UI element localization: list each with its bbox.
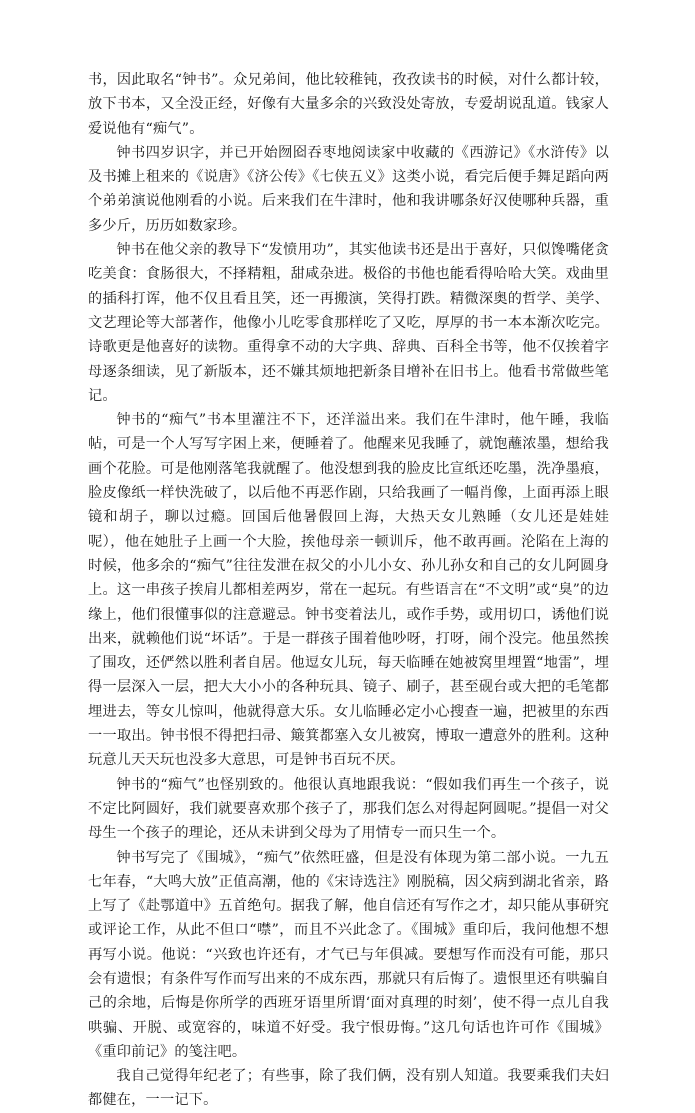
paragraph-2: 钟书四岁识字，并已开始囫囵吞枣地阅读家中收藏的《西游记》《水浒传》以及书摊上租来的《说唐》《济公传》《七侠五义》这类小说，看完后便手舞足蹈向两个弟弟演说他刚看的小说。后来我们在牛津时，他和我讲哪条好汉使哪种兵器，重多少斤，历历如数家珍。	[88, 144, 609, 234]
paragraph-5: 钟书的“痴气”也怪别致的。他很认真地跟我说：“假如我们再生一个孩子，说不定比阿圆好，我们就要喜欢那个孩子了，那我们怎么对得起阿圆呢。”提倡一对父母生一个孩子的理论，还从未讲到父母为了用情专一而只生一个。	[88, 776, 609, 842]
paragraph-1: 书，因此取名“钟书”。众兄弟间，他比较稚钝，孜孜读书的时候，对什么都计较，放下书本，又全没正经，好像有大量多余的兴致没处寄放，专爱胡说乱道。钱家人爱说他有“痴气”。	[88, 72, 609, 137]
paragraph-7: 我自己觉得年纪老了；有些事，除了我们俩，没有别人知道。我要乘我们夫妇都健在，一一记下。	[88, 1068, 609, 1109]
paragraph-6: 钟书写完了《围城》，“痴气”依然旺盛，但是没有体现为第二部小说。一九五七年春，“大鸣大放”正值高潮，他的《宋诗选注》刚脱稿，因父病到湖北省亲，路上写了《赴鄂道中》五首绝句。据我了解，他自信还有写作之才，却只能从事研究或评论工作，从此不但口“噤”，而且不兴此念了。《围城》重印后，我问他想不想再写小说。他说：“兴致也许还有，才气已与年俱减。要想写作而没有可能，那只会有遗恨；有条件写作而写出来的不成东西，那就只有后悔了。遗恨里还有哄骗自己的余地，后悔是你所学的西班牙语里所谓‘面对真理的时刻’，使不得一点儿自我哄骗、开脱、或宽容的，味道不好受。我宁恨毋悔。”这几句话也许可作《围城》《重印前记》的笺注吧。	[88, 849, 609, 1060]
paragraph-4: 钟书的“痴气”书本里灌注不下，还洋溢出来。我们在牛津时，他午睡，我临帖，可是一个人写写字困上来，便睡着了。他醒来见我睡了，就饱蘸浓墨，想给我画个花脸。可是他刚落笔我就醒了。他没想到我的脸皮比宣纸还吃墨，洗净墨痕，脸皮像纸一样快洗破了，以后他不再恶作剧，只给我画了一幅肖像，上面再添上眼镜和胡子，聊以过瘾。回国后他暑假回上海，大热天女儿熟睡（女儿还是娃娃呢），他在她肚子上画一个大脸，挨他母亲一顿训斥，他不敢再画。沦陷在上海的时候，他多余的“痴气”往往发泄在叔父的小儿小女、孙儿孙女和自己的女儿阿圆身上。这一串孩子挨肩儿都相差两岁，常在一起玩。有些语言在“不文明”或“臭”的边缘上，他们很懂事似的注意避忌。钟书变着法儿，或作手势，或用切口，诱他们说出来，就赖他们说“坏话”。于是一群孩子围着他吵呀，打呀，闹个没完。他虽然挨了围攻，还俨然以胜利者自居。他逗女儿玩，每天临睡在她被窝里埋置“地雷”，埋得一层深入一层，把大大小小的各种玩具、镜子、刷子，甚至砚台或大把的毛笔都埋进去，等女儿惊叫，他就得意大乐。女儿临睡必定小心搜查一遍，把被里的东西一一取出。钟书恨不得把扫帚、簸箕都塞入女儿被窝，博取一遭意外的胜利。这种玩意儿天天玩也没多大意思，可是钟书百玩不厌。	[88, 412, 609, 769]
paragraph-3: 钟书在他父亲的教导下“发愤用功”，其实他读书还是出于喜好，只似馋嘴佬贪吃美食：食肠很大，不择精粗，甜咸杂进。极俗的书他也能看得哈哈大笑。戏曲里的插科打诨，他不仅且看且笑，还一再搬演，笑得打跌。精微深奥的哲学、美学、文艺理论等大部著作，他像小儿吃零食那样吃了又吃，厚厚的书一本本渐次吃完。诗歌更是他喜好的读物。重得拿不动的大字典、辞典、百科全书等，他不仅挨着字母逐条细读，见了新版本，还不嫌其烦地把新条目增补在旧书上。他看书常做些笔记。	[88, 242, 609, 404]
